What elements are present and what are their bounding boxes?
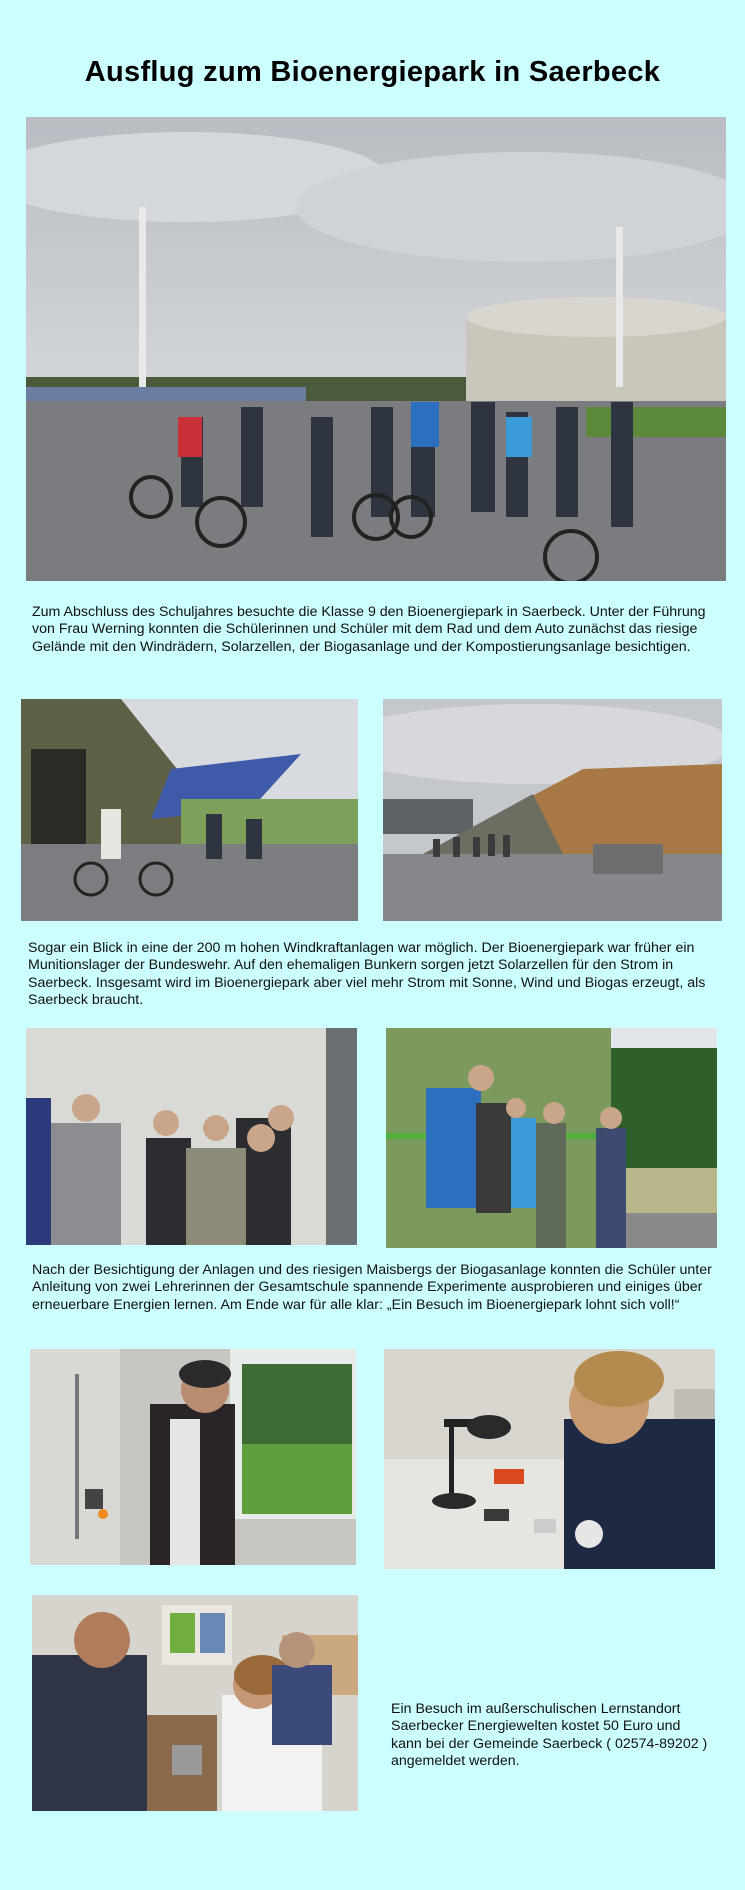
photo-corn-pile-car bbox=[383, 699, 722, 921]
experiments-paragraph: Nach der Besichtigung der Anlagen und des riesigen Maisbergs der Biogasanlage konnten die Schüler unter Anleitung von zwei Lehrerinnen der Gesamtschule spannende Experimente ausprobieren und einiges über erneuerbare Energien lernen. Am Ende war für alle klar: „Ein Besuch im Bioenergiepark lohnt sich voll!“ bbox=[32, 1262, 712, 1313]
intro-paragraph: Zum Abschluss des Schuljahres besuchte die Klasse 9 den Bioenergiepark in Saerbeck. Unter der Führung von Frau Werning konnten die Schülerinnen und Schüler mit dem Rad und dem Auto zunächst das riesige Gelände mit den Windrädern, Solarzellen, der Biogasanlage und der Kompostierungsanlage besichtigen. bbox=[32, 604, 706, 655]
photo-bunker-solar-cyclists bbox=[21, 699, 358, 921]
page-title: Ausflug zum Bioenergiepark in Saerbeck bbox=[84, 56, 661, 88]
photo-students-looking-up bbox=[386, 1028, 717, 1248]
photo-burner-experiment bbox=[30, 1349, 356, 1565]
wind-turbine-paragraph: Sogar ein Blick in eine der 200 m hohen Windkraftanlagen war möglich. Der Bioenergiepark war früher ein Munitionslager der Bundeswehr. Auf den ehemaligen Bunkern sorgen jetzt Solarzellen für den Strom in Saerbeck. Insgesamt wird im Bioenergiepark aber viel mehr Strom mit Sonne, Wind und Biogas erzeugt, als Saerbeck braucht. bbox=[28, 940, 706, 1008]
photo-solar-lamp-experiment bbox=[384, 1349, 715, 1569]
photo-table-experiment-teacher bbox=[32, 1595, 358, 1811]
photo-group-with-bikes bbox=[26, 117, 726, 581]
photo-students-inside-tower bbox=[26, 1028, 357, 1245]
booking-info-paragraph: Ein Besuch im außerschulischen Lernstandort Saerbecker Energiewelten kostet 50 Euro und kann bei der Gemeinde Saerbeck ( 02574-89202 ) angemeldet werden. bbox=[391, 1701, 708, 1769]
